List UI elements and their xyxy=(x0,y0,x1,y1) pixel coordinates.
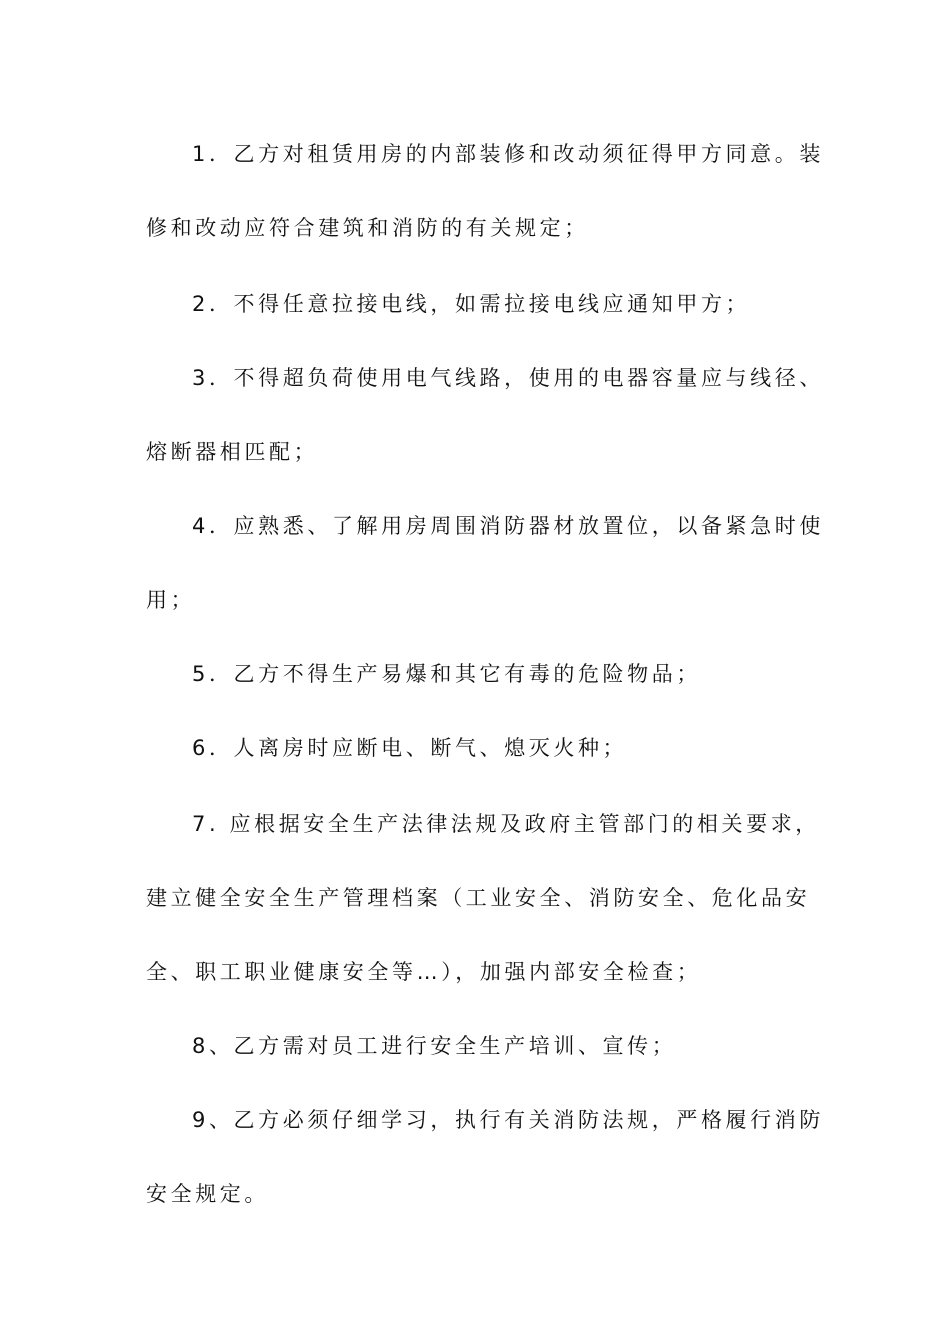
clause-7-line-3: 全、职工职业健康安全等…），加强内部安全检查； xyxy=(146,960,702,984)
clause-7-line-2: 建立健全安全生产管理档案（工业安全、消防安全、危化品安 xyxy=(146,886,811,910)
clause-3-line-2: 熔断器相匹配； xyxy=(146,440,319,464)
clause-1-line-1: 1．乙方对租赁用房的内部装修和改动须征得甲方同意。装 xyxy=(192,142,824,166)
clause-9-line-1: 9、乙方必须仔细学习，执行有关消防法规，严格履行消防 xyxy=(192,1108,824,1132)
clause-6: 6．人离房时应断电、断气、熄灭火种； xyxy=(192,736,628,760)
clause-4-line-1: 4．应熟悉、了解用房周围消防器材放置位，以备紧急时使 xyxy=(192,514,824,538)
clause-2: 2．不得任意拉接电线，如需拉接电线应通知甲方； xyxy=(192,292,751,316)
clause-9-line-2: 安全规定。 xyxy=(146,1182,269,1206)
clause-5: 5．乙方不得生产易爆和其它有毒的危险物品； xyxy=(192,662,701,686)
clause-8: 8、乙方需对员工进行安全生产培训、宣传； xyxy=(192,1034,677,1058)
clause-1-line-2: 修和改动应符合建筑和消防的有关规定； xyxy=(146,216,589,240)
clause-7-line-1: 7. 应根据安全生产法律法规及政府主管部门的相关要求， xyxy=(192,812,820,836)
clause-3-line-1: 3．不得超负荷使用电气线路，使用的电器容量应与线径、 xyxy=(192,366,824,390)
clause-4-line-2: 用； xyxy=(146,588,196,612)
